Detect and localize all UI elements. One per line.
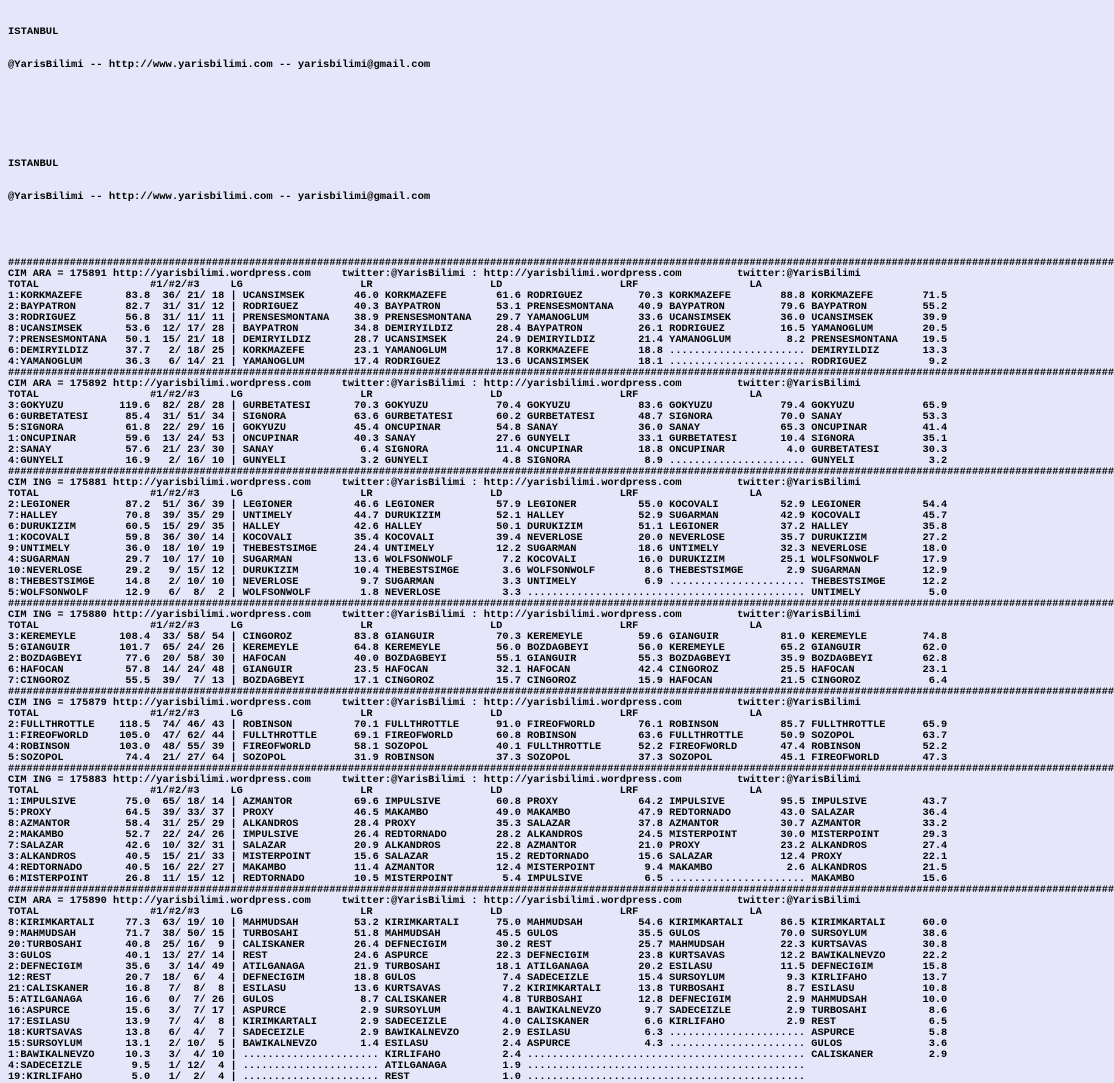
table-row: 6:DURUKIZIM 60.5 15/ 29/ 35 | HALLEY 42.6 HALLEY 50.1 DURUKIZIM 51.1 LEGIONER 37.2 HALLEY 35.8 bbox=[8, 521, 948, 533]
table-row: 16:ASPURCE 15.6 3/ 7/ 17 | ASPURCE 2.9 SURSOYLUM 4.1 BAWIKALNEVZO 9.7 SADECEIZLE 2.9 TURBOSAHI 8.6 bbox=[8, 1005, 948, 1017]
separator-line: ################################################################################################################################################################################### bbox=[8, 763, 1114, 775]
results-document bbox=[8, 5, 1114, 1083]
contact-line-repeat: @YarisBilimi -- http://www.yarisbilimi.com -- yarisbilimi@gmail.com bbox=[8, 191, 431, 203]
table-row: 7:PRENSESMONTANA 50.1 15/ 21/ 18 | DEMIRYILDIZ 28.7 UCANSIMSEK 24.9 DEMIRYILDIZ 21.4 YAMANOGLUM 8.2 PRENSESMONTANA 19.5 bbox=[8, 334, 948, 346]
table-row: 8:KIRIMKARTALI 77.3 63/ 19/ 10 | MAHMUDSAH 53.2 KIRIMKARTALI 75.0 MAHMUDSAH 54.6 KIRIMKARTALI 86.5 KIRIMKARTALI 60.0 bbox=[8, 917, 948, 929]
table-row: 6:HAFOCAN 57.8 14/ 24/ 48 | GIANGUIR 23.5 HAFOCAN 32.1 HAFOCAN 42.4 CINGOROZ 25.5 HAFOCAN 23.1 bbox=[8, 664, 948, 676]
table-row: 1:ONCUPINAR 59.6 13/ 24/ 53 | ONCUPINAR 40.3 SANAY 27.6 GUNYELI 33.1 GURBETATESI 10.4 SIGNORA 35.1 bbox=[8, 433, 948, 445]
table-row: 2:BAYPATRON 82.7 31/ 31/ 12 | RODRIGUEZ 40.3 BAYPATRON 53.1 PRENSESMONTANA 40.9 BAYPATRON 79.6 BAYPATRON 55.2 bbox=[8, 301, 948, 313]
table-row: 1:BAWIKALNEVZO 10.3 3/ 4/ 10 | ...................... KIRLIFAHO 2.4 ............................................. CALISKANER 2.9 bbox=[8, 1049, 948, 1061]
race-title: CIM ARA = 175890 http://yarisbilimi.wordpress.com twitter:@YarisBilimi : http://yarisbilimi.wordpress.com twitter:@YarisBilimi bbox=[8, 895, 861, 907]
table-row: 6:GURBETATESI 85.4 31/ 51/ 34 | SIGNORA 63.6 GURBETATESI 60.2 GURBETATESI 48.7 SIGNORA 70.0 SANAY 53.3 bbox=[8, 411, 948, 423]
table-row: 6:MISTERPOINT 26.8 11/ 15/ 12 | REDTORNADO 10.5 MISTERPOINT 5.4 IMPULSIVE 6.5 ...................... MAKAMBO 15.6 bbox=[8, 873, 948, 885]
table-row: 2:FULLTHROTTLE 118.5 74/ 46/ 43 | ROBINSON 70.1 FULLTHROTTLE 91.0 FIREOFWORLD 76.1 ROBINSON 85.7 FULLTHROTTLE 65.9 bbox=[8, 719, 948, 731]
blank-line bbox=[8, 126, 1068, 137]
column-header: TOTAL #1/#2/#3 LG LR LD LRF LA bbox=[8, 785, 762, 797]
table-row: 12:REST 20.7 18/ 6/ 4 | DEFNECIGIM 18.8 GULOS 7.4 SADECEIZLE 15.4 SURSOYLUM 9.3 KIRLIFAHO 13.7 bbox=[8, 972, 948, 984]
table-row: 8:AZMANTOR 58.4 31/ 25/ 29 | ALKANDROS 28.4 PROXY 35.3 SALAZAR 37.8 AZMANTOR 30.7 AZMANTOR 33.2 bbox=[8, 818, 948, 830]
table-row: 21:CALISKANER 16.8 7/ 8/ 8 | ESILASU 13.6 KURTSAVAS 7.2 KIRIMKARTALI 13.8 TURBOSAHI 8.7 ESILASU 10.8 bbox=[8, 983, 948, 995]
race-section bbox=[8, 466, 1114, 599]
table-row: 20:TURBOSAHI 40.8 25/ 16/ 9 | CALISKANER 26.4 DEFNECIGIM 30.2 REST 25.7 MAHMUDSAH 22.3 KURTSAVAS 30.8 bbox=[8, 939, 948, 951]
table-row: 3:KEREMEYLE 108.4 33/ 58/ 54 | CINGOROZ 83.8 GIANGUIR 70.3 KEREMEYLE 59.6 GIANGUIR 81.0 KEREMEYLE 74.8 bbox=[8, 631, 948, 643]
table-row: 2:BOZDAGBEYI 77.6 20/ 58/ 30 | HAFOCAN 40.0 BOZDAGBEYI 55.1 GIANGUIR 55.3 BOZDAGBEYI 35.9 BOZDAGBEYI 62.8 bbox=[8, 653, 948, 665]
table-row: 5:SOZOPOL 74.4 21/ 27/ 64 | SOZOPOL 31.9 ROBINSON 37.3 SOZOPOL 37.3 SOZOPOL 45.1 FIREOFWORLD 47.3 bbox=[8, 752, 948, 764]
contact-line: @YarisBilimi -- http://www.yarisbilimi.com -- yarisbilimi@gmail.com bbox=[8, 59, 431, 71]
race-title: CIM ING = 175880 http://yarisbilimi.wordpress.com twitter:@YarisBilimi : http://yarisbilimi.wordpress.com twitter:@YarisBilimi bbox=[8, 609, 861, 621]
separator-line: ################################################################################################################################################################################### bbox=[8, 466, 1114, 478]
table-row: 5:ATILGANAGA 16.6 0/ 7/ 26 | GULOS 8.7 CALISKANER 4.8 TURBOSAHI 12.8 DEFNECIGIM 2.9 MAHMUDSAH 10.0 bbox=[8, 994, 948, 1006]
table-row: 3:GOKYUZU 119.6 82/ 28/ 28 | GURBETATESI 70.3 GOKYUZU 70.4 GOKYUZU 83.6 GOKYUZU 79.4 GOKYUZU 65.9 bbox=[8, 400, 948, 412]
race-section bbox=[8, 686, 1114, 764]
table-row: 5:GIANGUIR 101.7 65/ 24/ 26 | KEREMEYLE 64.8 KEREMEYLE 56.0 BOZDAGBEYI 56.0 KEREMEYLE 65.2 GIANGUIR 62.0 bbox=[8, 642, 948, 654]
table-row: 8:THEBESTSIMGE 14.8 2/ 10/ 10 | NEVERLOSE 9.7 SUGARMAN 3.3 UNTIMELY 6.9 ...................... THEBESTSIMGE 12.2 bbox=[8, 576, 948, 588]
race-section bbox=[8, 884, 1114, 1083]
table-row: 4:GUNYELI 16.9 2/ 16/ 10 | GUNYELI 3.2 GUNYELI 4.8 SIGNORA 8.9 ...................... GUNYELI 3.2 bbox=[8, 455, 948, 467]
separator-line: ################################################################################################################################################################################### bbox=[8, 257, 1114, 269]
table-row: 9:MAHMUDSAH 71.7 38/ 50/ 15 | TURBOSAHI 51.8 MAHMUDSAH 45.5 GULOS 35.5 GULOS 70.0 SURSOYLUM 38.6 bbox=[8, 928, 948, 940]
race-tables bbox=[8, 257, 1114, 1083]
table-row: 5:SIGNORA 61.8 22/ 29/ 16 | GOKYUZU 45.4 ONCUPINAR 54.8 SANAY 36.0 SANAY 65.3 ONCUPINAR 41.4 bbox=[8, 422, 948, 434]
table-row: 2:LEGIONER 87.2 51/ 36/ 39 | LEGIONER 46.6 LEGIONER 57.9 LEGIONER 55.0 KOCOVALI 52.9 LEGIONER 54.4 bbox=[8, 499, 948, 511]
blank-line bbox=[8, 93, 1068, 104]
race-section bbox=[8, 598, 1114, 687]
table-row: 2:MAKAMBO 52.7 22/ 24/ 26 | IMPULSIVE 26.4 REDTORNADO 28.2 ALKANDROS 24.5 MISTERPOINT 30.0 MISTERPOINT 29.3 bbox=[8, 829, 948, 841]
race-title: CIM ARA = 175891 http://yarisbilimi.wordpress.com twitter:@YarisBilimi : http://yarisbilimi.wordpress.com twitter:@YarisBilimi bbox=[8, 268, 861, 280]
table-row: 1:FIREOFWORLD 105.0 47/ 62/ 44 | FULLTHROTTLE 69.1 FIREOFWORLD 60.8 ROBINSON 63.6 FULLTHROTTLE 50.9 SOZOPOL 63.7 bbox=[8, 730, 948, 742]
table-row: 7:HALLEY 70.8 39/ 35/ 29 | UNTIMELY 44.7 DURUKIZIM 52.1 HALLEY 52.9 SUGARMAN 42.9 KOCOVALI 45.7 bbox=[8, 510, 948, 522]
column-header: TOTAL #1/#2/#3 LG LR LD LRF LA bbox=[8, 906, 762, 918]
race-title: CIM ING = 175879 http://yarisbilimi.wordpress.com twitter:@YarisBilimi : http://yarisbilimi.wordpress.com twitter:@YarisBilimi bbox=[8, 697, 861, 709]
race-title: CIM ARA = 175892 http://yarisbilimi.wordpress.com twitter:@YarisBilimi : http://yarisbilimi.wordpress.com twitter:@YarisBilimi bbox=[8, 378, 861, 390]
table-row: 9:UNTIMELY 36.0 18/ 10/ 19 | THEBESTSIMGE 24.4 UNTIMELY 12.2 SUGARMAN 18.6 UNTIMELY 32.3 NEVERLOSE 18.0 bbox=[8, 543, 948, 555]
separator-line: ################################################################################################################################################################################### bbox=[8, 884, 1114, 896]
page-header bbox=[8, 5, 1068, 258]
column-header: TOTAL #1/#2/#3 LG LR LD LRF LA bbox=[8, 620, 762, 632]
table-row: 3:RODRIGUEZ 56.8 31/ 11/ 11 | PRENSESMONTANA 38.9 PRENSESMONTANA 29.7 YAMANOGLUM 33.6 UCANSIMSEK 36.0 UCANSIMSEK 39.9 bbox=[8, 312, 948, 324]
table-row: 5:PROXY 64.5 39/ 33/ 37 | PROXY 46.5 MAKAMBO 49.0 MAKAMBO 47.9 REDTORNADO 43.0 SALAZAR 36.4 bbox=[8, 807, 948, 819]
city-title-repeat: ISTANBUL bbox=[8, 158, 59, 170]
column-header: TOTAL #1/#2/#3 LG LR LD LRF LA bbox=[8, 279, 762, 291]
table-row: 3:ALKANDROS 40.5 15/ 21/ 33 | MISTERPOINT 15.6 SALAZAR 15.2 REDTORNADO 15.6 SALAZAR 12.4 PROXY 22.1 bbox=[8, 851, 948, 863]
table-row: 6:DEMIRYILDIZ 37.7 2/ 18/ 25 | KORKMAZEFE 23.1 YAMANOGLUM 17.8 KORKMAZEFE 18.8 ...................... DEMIRYILDIZ 13.3 bbox=[8, 345, 948, 357]
table-row: 10:NEVERLOSE 29.2 9/ 15/ 12 | DURUKIZIM 10.4 THEBESTSIMGE 3.6 WOLFSONWOLF 8.6 THEBESTSIMGE 2.9 SUGARMAN 12.9 bbox=[8, 565, 948, 577]
race-title: CIM ING = 175881 http://yarisbilimi.wordpress.com twitter:@YarisBilimi : http://yarisbilimi.wordpress.com twitter:@YarisBilimi bbox=[8, 477, 861, 489]
table-row: 15:SURSOYLUM 13.1 2/ 10/ 5 | BAWIKALNEVZO 1.4 ESILASU 2.4 ASPURCE 4.3 ...................... GULOS 3.6 bbox=[8, 1038, 948, 1050]
column-header: TOTAL #1/#2/#3 LG LR LD LRF LA bbox=[8, 389, 762, 401]
table-row: 7:SALAZAR 42.6 10/ 32/ 31 | SALAZAR 20.9 ALKANDROS 22.8 AZMANTOR 21.0 PROXY 23.2 ALKANDROS 27.4 bbox=[8, 840, 948, 852]
table-row: 4:REDTORNADO 40.5 16/ 22/ 27 | MAKAMBO 11.4 AZMANTOR 12.4 MISTERPOINT 9.4 MAKAMBO 2.6 ALKANDROS 21.5 bbox=[8, 862, 948, 874]
race-title: CIM ING = 175883 http://yarisbilimi.wordpress.com twitter:@YarisBilimi : http://yarisbilimi.wordpress.com twitter:@YarisBilimi bbox=[8, 774, 861, 786]
race-section bbox=[8, 763, 1114, 885]
column-header: TOTAL #1/#2/#3 LG LR LD LRF LA bbox=[8, 488, 762, 500]
separator-line: ################################################################################################################################################################################### bbox=[8, 686, 1114, 698]
table-row: 1:KORKMAZEFE 83.8 36/ 21/ 18 | UCANSIMSEK 46.0 KORKMAZEFE 61.6 RODRIGUEZ 70.3 KORKMAZEFE 88.8 KORKMAZEFE 71.5 bbox=[8, 290, 948, 302]
table-row: 2:SANAY 57.6 21/ 23/ 30 | SANAY 6.4 SIGNORA 11.4 ONCUPINAR 18.8 ONCUPINAR 4.0 GURBETATESI 30.3 bbox=[8, 444, 948, 456]
table-row: 3:GULOS 40.1 13/ 27/ 14 | REST 24.6 ASPURCE 22.3 DEFNECIGIM 23.8 KURTSAVAS 12.2 BAWIKALNEVZO 22.2 bbox=[8, 950, 948, 962]
race-section bbox=[8, 257, 1114, 368]
table-row: 19:KIRLIFAHO 5.0 1/ 2/ 4 | ...................... REST 1.0 ............................................. bbox=[8, 1071, 806, 1083]
table-row: 8:UCANSIMSEK 53.6 12/ 17/ 28 | BAYPATRON 34.8 DEMIRYILDIZ 28.4 BAYPATRON 26.1 RODRIGUEZ 16.5 YAMANOGLUM 20.5 bbox=[8, 323, 948, 335]
table-row: 4:SADECEIZLE 9.5 1/ 12/ 4 | ...................... ATILGANAGA 1.9 ............................................. bbox=[8, 1060, 806, 1072]
race-section bbox=[8, 367, 1114, 467]
table-row: 4:SUGARMAN 29.7 10/ 17/ 10 | SUGARMAN 13.6 WOLFSONWOLF 7.2 KOCOVALI 16.0 DURUKIZIM 25.1 WOLFSONWOLF 17.9 bbox=[8, 554, 948, 566]
city-title: ISTANBUL bbox=[8, 26, 59, 38]
table-row: 1:IMPULSIVE 75.0 65/ 18/ 14 | AZMANTOR 69.6 IMPULSIVE 60.8 PROXY 64.2 IMPULSIVE 95.5 IMPULSIVE 43.7 bbox=[8, 796, 948, 808]
table-row: 7:CINGOROZ 55.5 39/ 7/ 13 | BOZDAGBEYI 17.1 CINGOROZ 15.7 CINGOROZ 15.9 HAFOCAN 21.5 CINGOROZ 6.4 bbox=[8, 675, 948, 687]
table-row: 4:YAMANOGLUM 36.3 6/ 14/ 21 | YAMANOGLUM 17.4 RODRIGUEZ 13.6 UCANSIMSEK 18.1 ...................... RODRIGUEZ 9.2 bbox=[8, 356, 948, 368]
table-row: 18:KURTSAVAS 13.8 6/ 4/ 7 | SADECEIZLE 2.9 BAWIKALNEVZO 2.9 ESILASU 6.3 ...................... ASPURCE 5.8 bbox=[8, 1027, 948, 1039]
table-row: 1:KOCOVALI 59.8 36/ 30/ 14 | KOCOVALI 35.4 KOCOVALI 39.4 NEVERLOSE 20.0 NEVERLOSE 35.7 DURUKIZIM 27.2 bbox=[8, 532, 948, 544]
table-row: 5:WOLFSONWOLF 12.9 6/ 8/ 2 | WOLFSONWOLF 1.8 NEVERLOSE 3.3 ............................................. UNTIMELY 5.0 bbox=[8, 587, 948, 599]
table-row: 4:ROBINSON 103.0 48/ 55/ 39 | FIREOFWORLD 58.1 SOZOPOL 40.1 FULLTHROTTLE 52.2 FIREOFWORLD 47.4 ROBINSON 52.2 bbox=[8, 741, 948, 753]
separator-line: ################################################################################################################################################################################### bbox=[8, 367, 1114, 379]
blank-line bbox=[8, 225, 1068, 236]
table-row: 17:ESILASU 13.9 7/ 4/ 8 | KIRIMKARTALI 2.9 SADECEIZLE 4.0 CALISKANER 6.6 KIRLIFAHO 2.9 REST 6.5 bbox=[8, 1016, 948, 1028]
separator-line: ################################################################################################################################################################################### bbox=[8, 598, 1114, 610]
table-row: 2:DEFNECIGIM 35.6 3/ 14/ 49 | ATILGANAGA 21.9 TURBOSAHI 18.1 ATILGANAGA 20.2 ESILASU 11.5 DEFNECIGIM 15.8 bbox=[8, 961, 948, 973]
column-header: TOTAL #1/#2/#3 LG LR LD LRF LA bbox=[8, 708, 762, 720]
